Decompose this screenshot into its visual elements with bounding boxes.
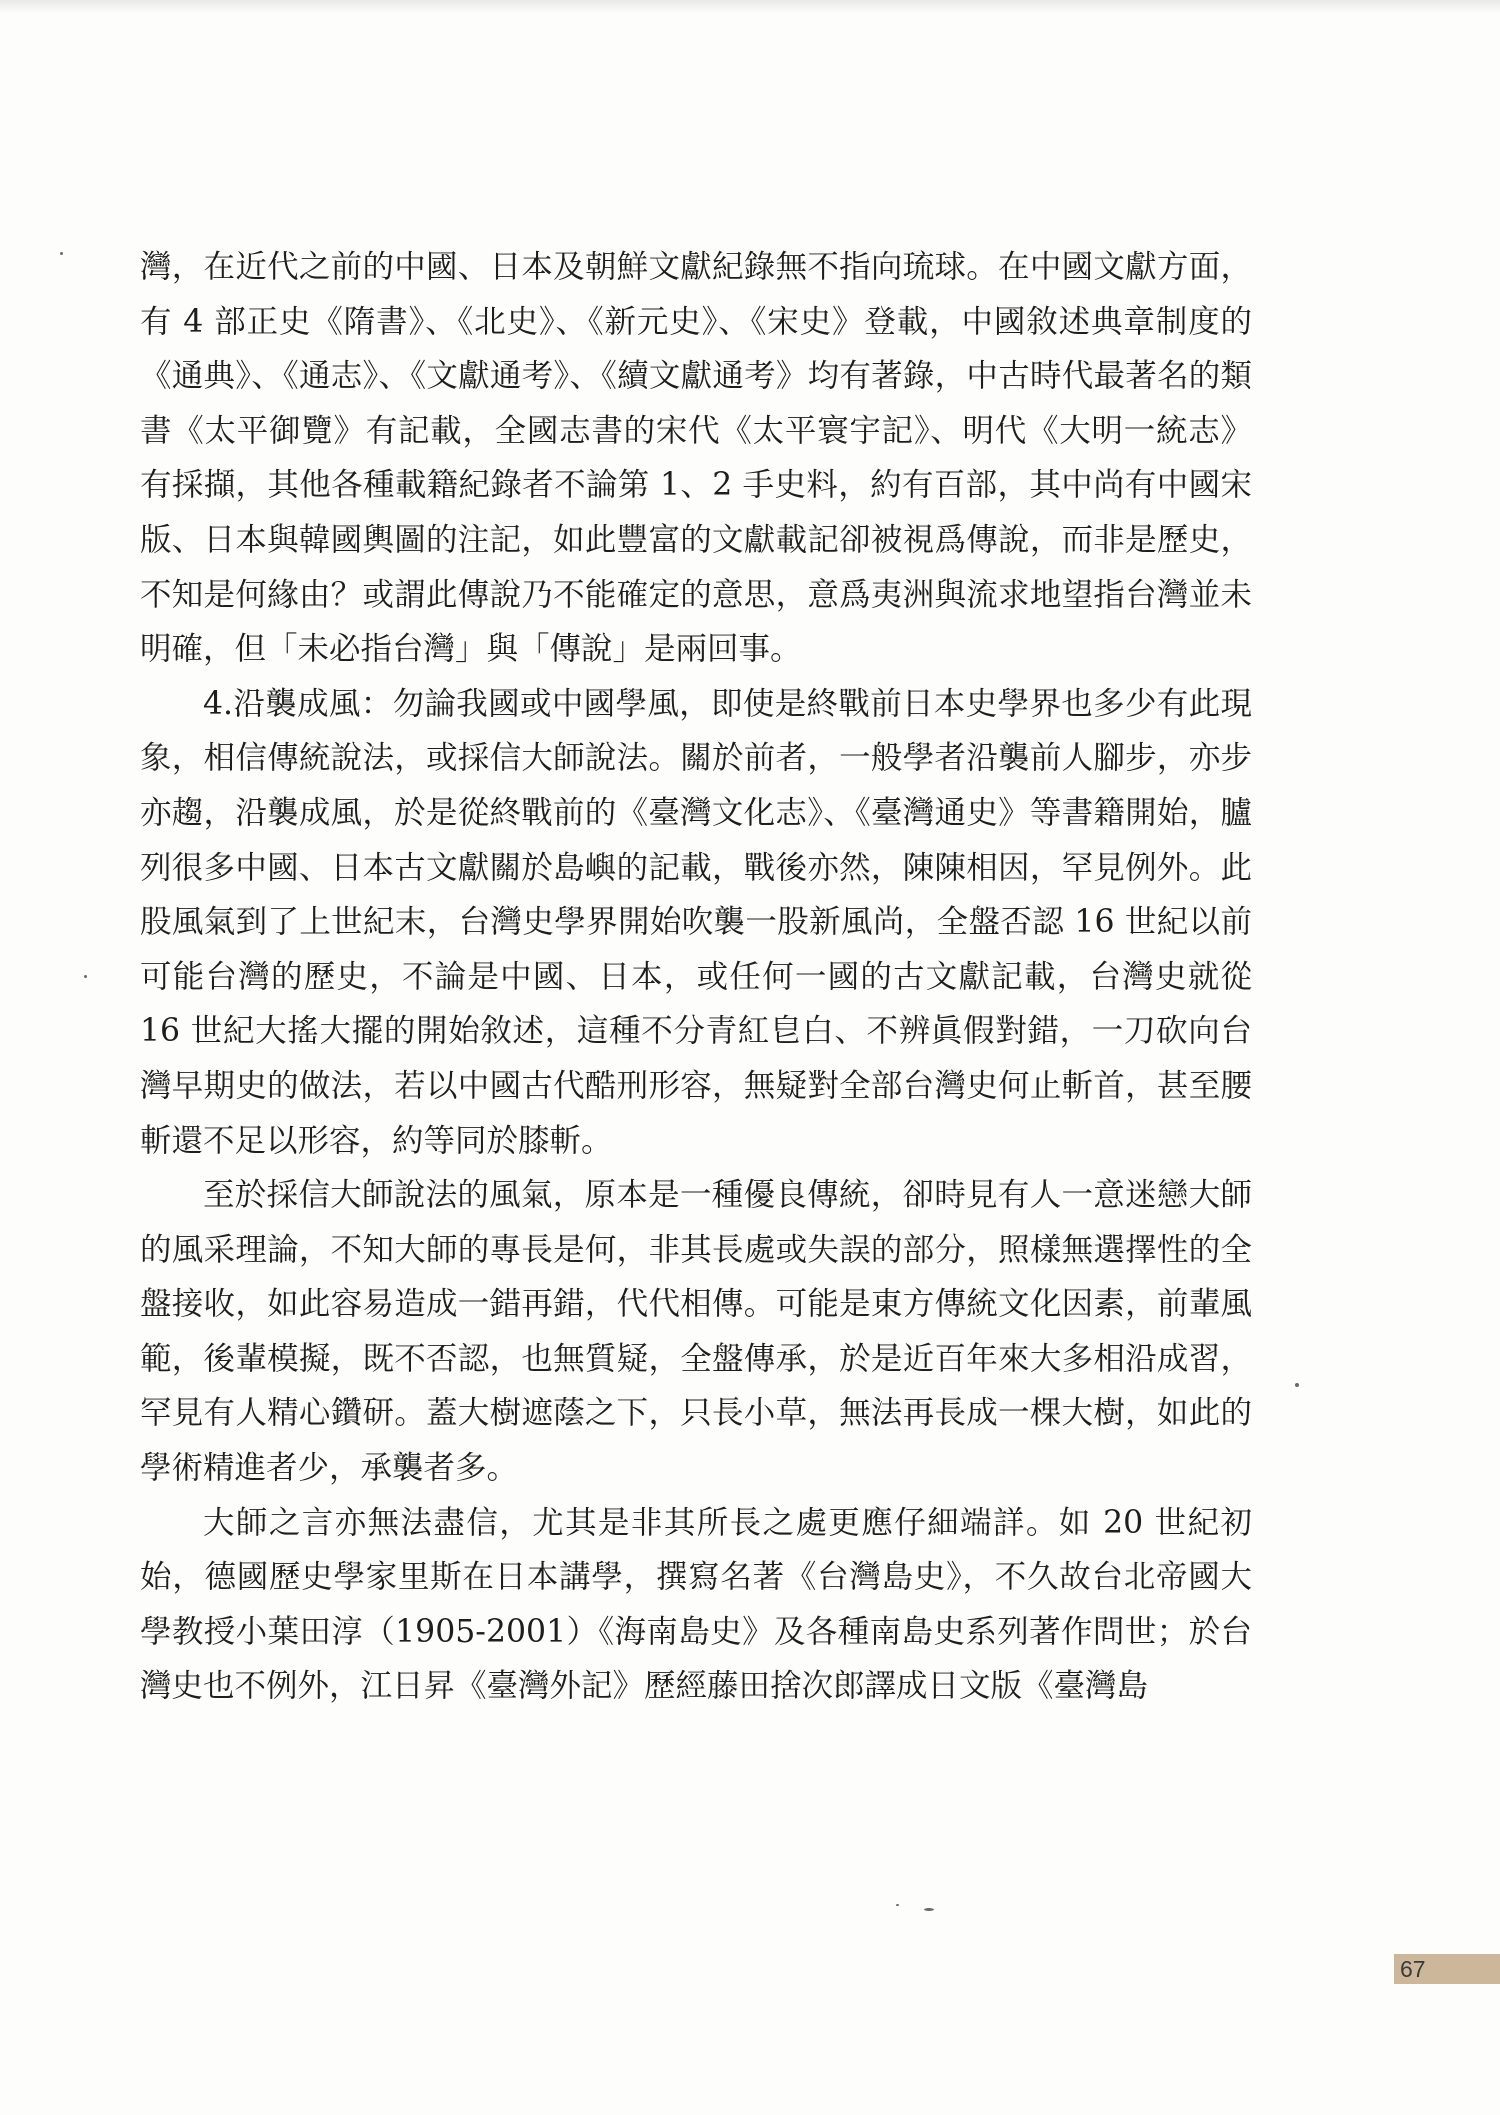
paragraph-4: 大師之言亦無法盡信，尤其是非其所長之處更應仔細端詳。如 20 世紀初始，德國歷史學家里斯在日本講學，撰寫名著《台灣島史》，不久故台北帝國大學教授小葉田淳（1905-2001）《海南島史》及各種南島史系列著作問世；於台灣史也不例外，江日昇《臺灣外記》歷經藤田捨次郎譯成日文版《臺灣島 xyxy=(140,1504,1252,1705)
paragraph-2: 4.沿襲成風：勿論我國或中國學風，即使是終戰前日本史學界也多少有此現象，相信傳統說法，或採信大師說法。關於前者，一般學者沿襲前人腳步，亦步亦趨，沿襲成風，於是從終戰前的《臺灣文化志》、《臺灣通史》等書籍開始，臚列很多中國、日本古文獻關於島嶼的記載，戰後亦然，陳陳相因，罕見例外。此股風氣到了上世紀末，台灣史學界開始吹襲一股新風尚，全盤否認 16 世紀以前可能台灣的歷史，不論是中國、日本，或任何一國的古文獻記載，台灣史就從 16 世紀大搖大擺的開始敘述，這種不分青紅皀白、不辨眞假對錯，一刀砍向台灣早期史的做法，若以中國古代酷刑形容，無疑對全部台灣史何止斬首，甚至腰斬還不足以形容，約等同於膝斬。 xyxy=(140,685,1252,1159)
page-number-tab xyxy=(1394,1954,1500,1984)
paragraph-3: 至於採信大師說法的風氣，原本是一種優良傳統，卻時見有人一意迷戀大師的風采理論，不知大師的專長是何，非其長處或失誤的部分，照樣無選擇性的全盤接收，如此容易造成一錯再錯，代代相傳。可能是東方傳統文化因素，前輩風範，後輩模擬，既不否認，也無質疑，全盤傳承，於是近百年來大多相沿成習，罕見有人精心鑽研。蓋大樹遮蔭之下，只長小草，無法再長成一棵大樹，如此的學術精進者少，承襲者多。 xyxy=(140,1177,1252,1487)
page-number: 67 xyxy=(1400,1956,1426,1982)
scan-speck xyxy=(84,975,87,978)
paragraph-1: 灣，在近代之前的中國、日本及朝鮮文獻紀錄無不指向琉球。在中國文獻方面，有 4 部正史《隋書》、《北史》、《新元史》、《宋史》登載，中國敘述典章制度的《通典》、《通志》、《文獻通考》、《續文獻通考》均有著錄，中古時代最著名的類書《太平御覽》有記載，全國志書的宋代《太平寰宇記》、明代《大明一統志》有採擷，其他各種載籍紀錄者不論第 1、2 手史料，約有百部，其中尚有中國宋版、日本與韓國輿圖的注記，如此豐富的文獻載記卻被視爲傳說，而非是歷史，不知是何緣由？或謂此傳說乃不能確定的意思，意爲夷洲與流求地望指台灣並未明確，但「未必指台灣」與「傳說」是兩回事。 xyxy=(140,249,1252,668)
scan-speck xyxy=(60,252,63,255)
scan-speck xyxy=(924,1908,934,1911)
scan-speck xyxy=(896,1904,899,1906)
page-top-edge xyxy=(0,0,1500,14)
body-text xyxy=(140,240,1252,1714)
scan-speck xyxy=(1295,1383,1299,1387)
